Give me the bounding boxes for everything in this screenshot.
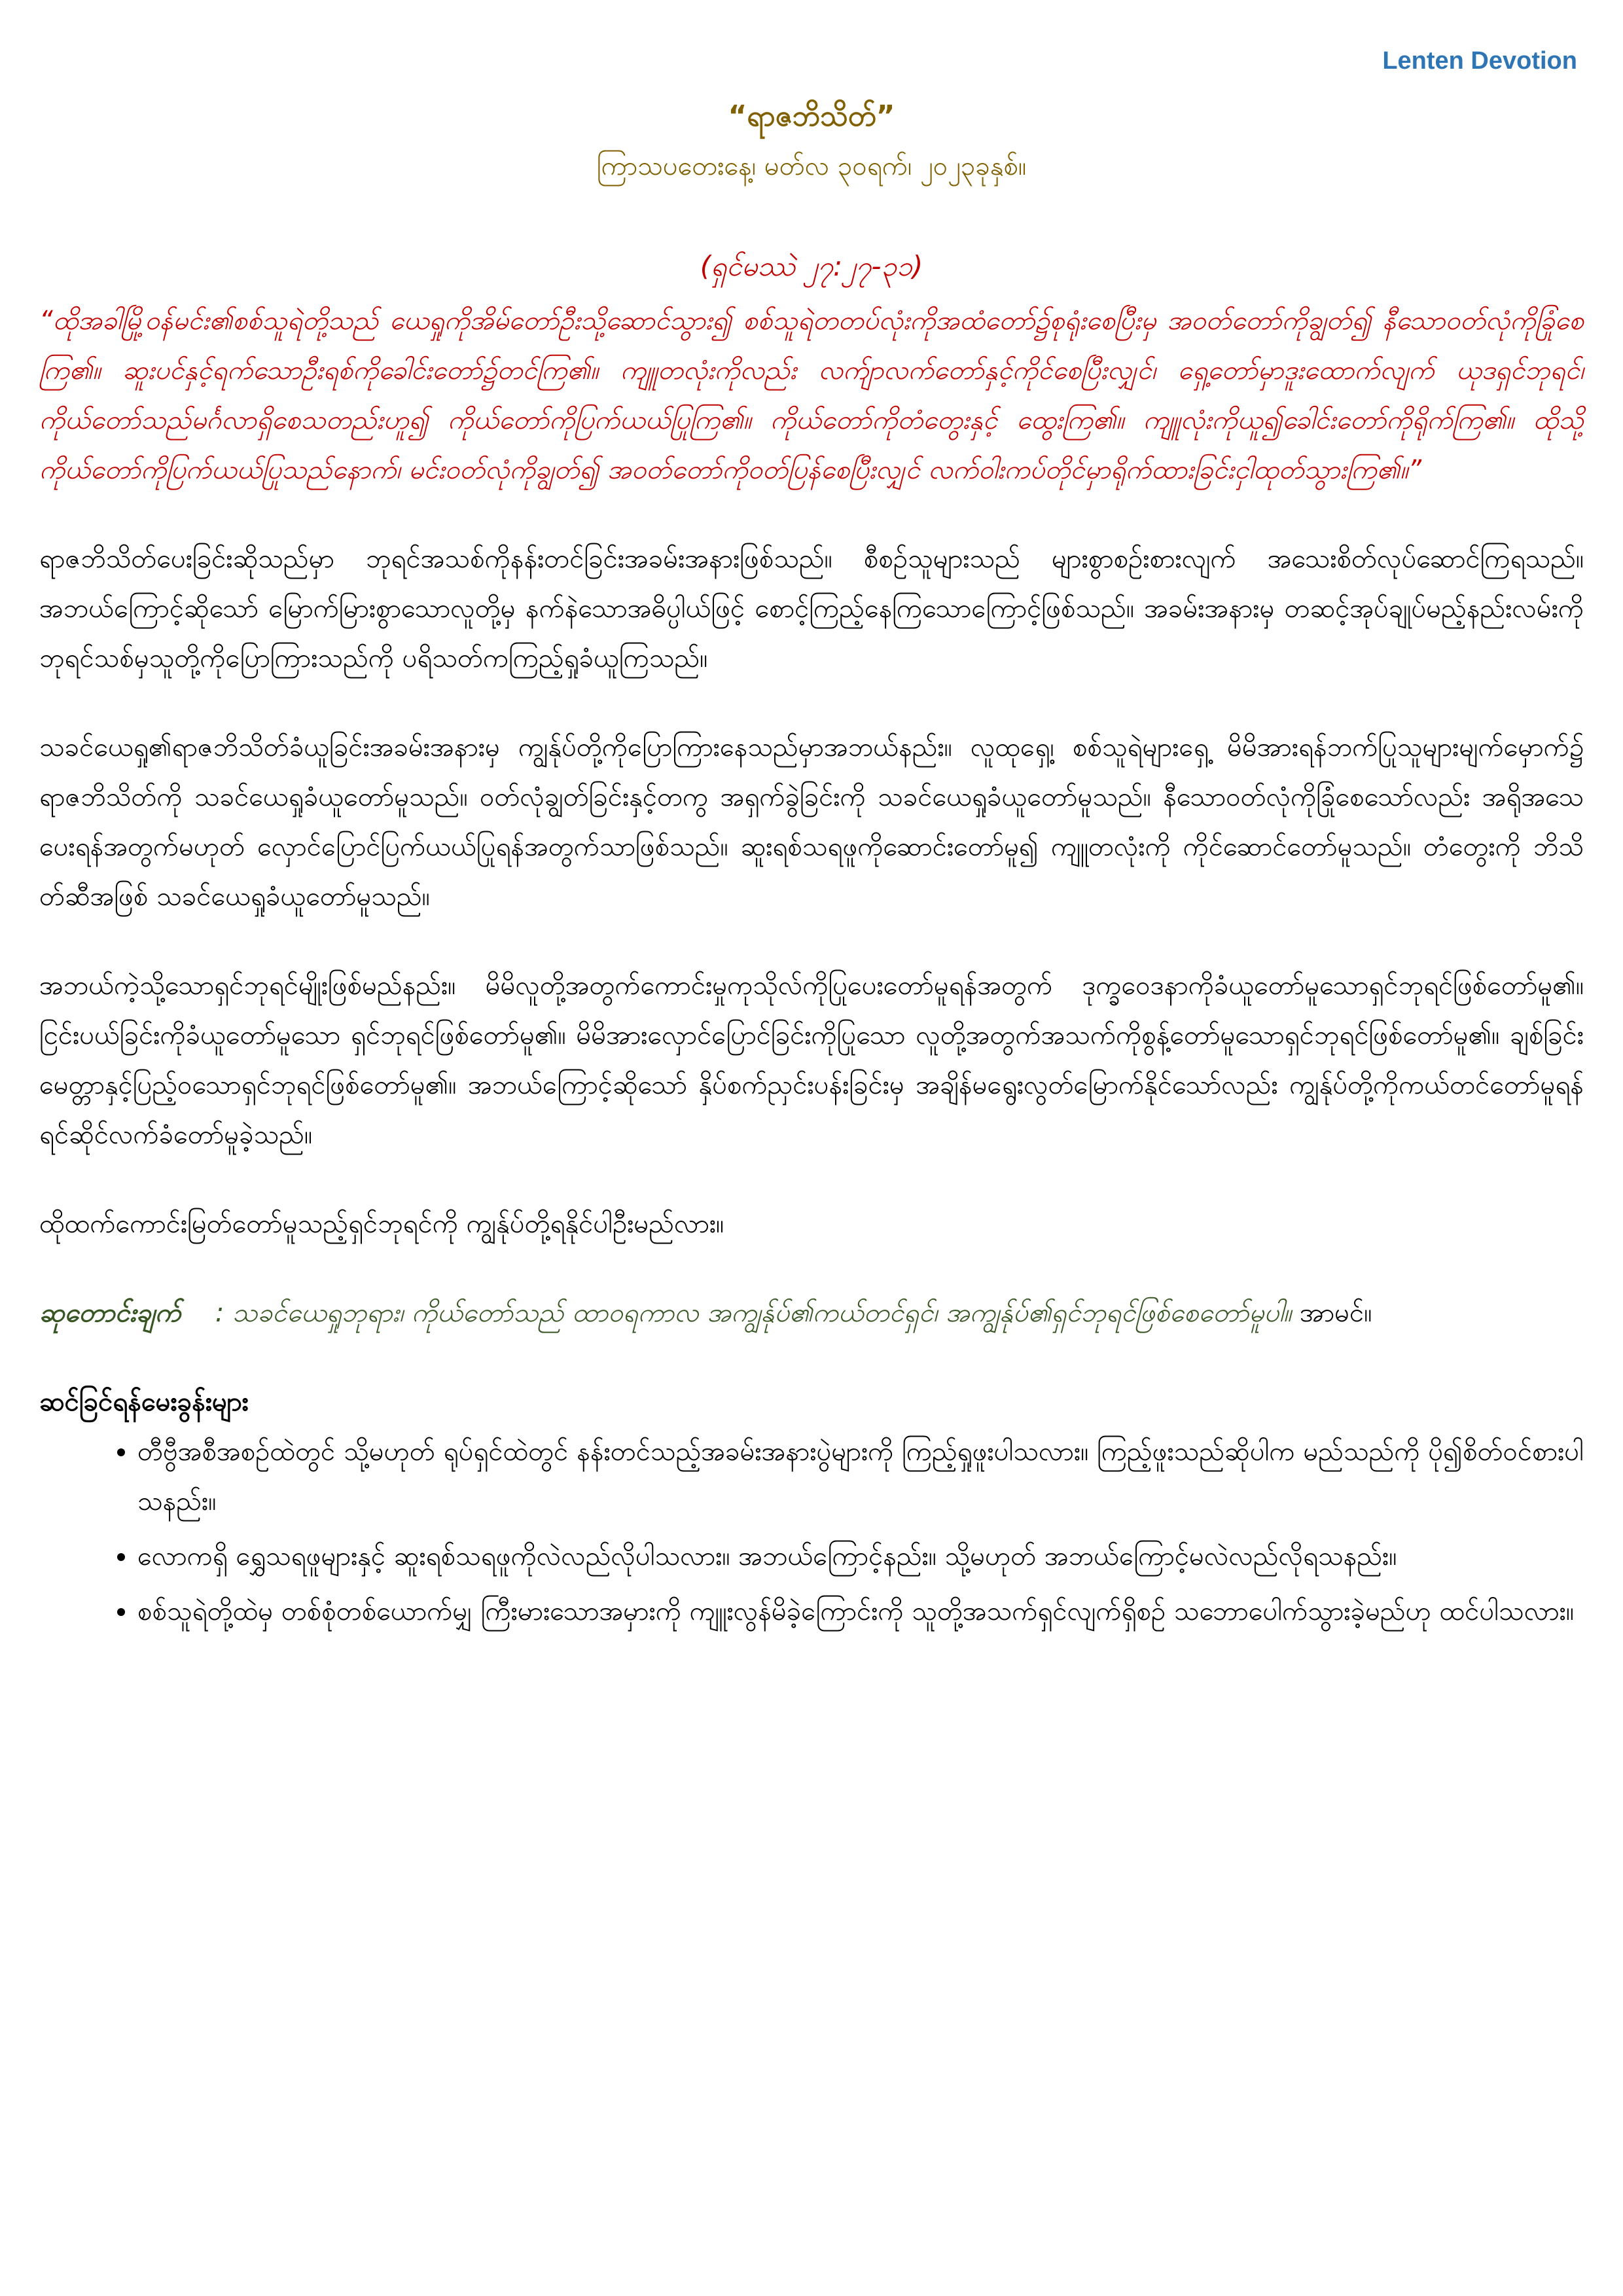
body-paragraph: အဘယ်ကဲ့သို့သောရှင်ဘုရင်မျိုးဖြစ်မည်နည်း။ မိမိလူတို့အတွက်ကောင်းမှုကုသိုလ်ကိုပြုပေးတော်မူရန်အတွက် ဒုက္ခဝေဒနာကိုခံယူတော်မူသောရှင်ဘုရင်ဖြစ်တော်မူ၏။ ငြင်းပယ်ခြင်းကိုခံယူတော်မူသော ရှင်ဘုရင်ဖြစ်တော်မူ၏။ မိမိအားလှောင်ပြောင်ခြင်းကိုပြုသော လူတို့အတွက်အသက်ကိုစွန့်တော်မူသောရှင်ဘုရင်ဖြစ်တော်မူ၏။ ချစ်ခြင်းမေတ္တာနှင့်ပြည့်ဝသောရှင်ဘုရင်ဖြစ်တော်မူ၏။ အဘယ်ကြောင့်ဆိုသော် နှိပ်စက်ညှင်းပန်းခြင်းမှ အချိန်မရွေးလွတ်မြောက်နိုင်သော်လည်း ကျွန်ုပ်တို့ကိုကယ်တင်တော်မူရန် ရင်ဆိုင်လက်ခံတော်မူခဲ့သည်။ (39, 971, 1584, 1150)
scripture-text: “ထိုအခါမြို့ဝန်မင်း၏စစ်သူရဲတို့သည် ယေရှုကိုအိမ်တော်ဦးသို့ဆောင်သွား၍ စစ်သူရဲတတပ်လုံးကိုအထံတော်၌စုရုံးစေပြီးမှ အဝတ်တော်ကိုချွတ်၍ နီသောဝတ်လုံကိုခြုံစေကြ၏။ ဆူးပင်နှင့်ရက်သောဦးရစ်ကိုခေါင်းတော်၌တင်ကြ၏။ ကျူတလုံးကိုလည်း လက်ျာလက်တော်နှင့်ကိုင်စေပြီးလျှင်၊ ရှေ့တော်မှာဒူးထောက်လျက် ယုဒရှင်ဘုရင်၊ ကိုယ်တော်သည်မင်္ဂလာရှိစေသတည်းဟူ၍ ကိုယ်တော်ကိုပြက်ယယ်ပြုကြ၏။ ကိုယ်တော်ကိုတံတွေးနှင့် ထွေးကြ၏။ ကျူလုံးကိုယူ၍ခေါင်းတော်ကိုရိုက်ကြ၏။ ထိုသို့ကိုယ်တော်ကိုပြက်ယယ်ပြုသည်နောက်၊ မင်းဝတ်လုံကိုချွတ်၍ အဝတ်တော်ကိုဝတ်ပြန်စေပြီးလျှင် လက်ဝါးကပ်တိုင်မှာရိုက်ထားခြင်းငှါထုတ်သွားကြ၏။” (39, 306, 1584, 485)
prayer (39, 1288, 1584, 1338)
questions-heading: ဆင်ခြင်ရန်မေးခွန်းများ (39, 1387, 249, 1417)
prayer-amen: အာမင်။ (1300, 1298, 1372, 1328)
body-paragraph: ရာဇဘိသိတ်ပေးခြင်းဆိုသည်မှာ ဘုရင်အသစ်ကိုနန်းတင်ခြင်းအခမ်းအနားဖြစ်သည်။ စီစဉ်သူများသည် များစွာစဉ်းစားလျက် အသေးစိတ်လုပ်ဆောင်ကြရသည်။ အဘယ်ကြောင့်ဆိုသော် မြောက်မြားစွာသောလူတို့မှ နက်နဲသောအဓိပ္ပါယ်ဖြင့် စောင့်ကြည့်နေကြသောကြောင့်ဖြစ်သည်။ အခမ်းအနားမှ တဆင့်အုပ်ချုပ်မည့်နည်းလမ်းကို ဘုရင်သစ်မှသူတို့ကိုပြောကြားသည်ကို ပရိသတ်ကကြည့်ရှုခံယူကြသည်။ (39, 544, 1584, 673)
devotion-date: ကြာသပတေးနေ့၊ မတ်လ ၃၀ရက်၊ ၂၀၂၃ခုနှစ်။ (596, 151, 1027, 181)
scripture-reference: (ရှင်မဿဲ ၂၇:၂၇-၃၁) (700, 250, 923, 282)
series-label: Lenten Devotion (1382, 47, 1577, 75)
question-item: • တီဗွီအစီအစဉ်ထဲတွင် သို့မဟုတ် ရုပ်ရှင်ထဲတွင် နန်းတင်သည့်အခမ်းအနားပွဲများကို ကြည့်ရှုဖူးပါသလား။ ကြည့်ဖူးသည်ဆိုပါက မည်သည်ကို ပို၍စိတ်ဝင်စားပါသနည်း။ (137, 1427, 1584, 1526)
devotion-content (39, 249, 1584, 1641)
body-paragraph: သခင်ယေရှု၏ရာဇဘိသိတ်ခံယူခြင်းအခမ်းအနားမှ ကျွန်ုပ်တို့ကိုပြောကြားနေသည်မှာအဘယ်နည်း။ လူထုရှေ့၊ စစ်သူရဲများရှေ့ မိမိအားရန်ဘက်ပြုသူများမျက်မှောက်၌ ရာဇဘိသိတ်ကို သခင်ယေရှုခံယူတော်မူသည်။ ဝတ်လုံချွတ်ခြင်းနှင့်တကွ အရှက်ခွဲခြင်းကို သခင်ယေရှုခံယူတော်မူသည်။ နီသောဝတ်လုံကိုခြုံစေသော်လည်း အရိုအသေပေးရန်အတွက်မဟုတ် လှောင်ပြောင်ပြက်ယယ်ပြုရန်အတွက်သာဖြစ်သည်။ ဆူးရစ်သရဖူကိုဆောင်းတော်မူ၍ ကျူတလုံးကို ကိုင်ဆောင်တော်မူသည်။ တံတွေးကို ဘိသိတ်ဆီအဖြစ် သခင်ယေရှုခံယူတော်မူသည်။ (39, 732, 1584, 912)
prayer-text: : သခင်ယေရှုဘုရား၊ ကိုယ်တော်သည် ထာဝရကာလ အကျွန်ုပ်၏ကယ်တင်ရှင်၊ အကျွန်ုပ်၏ရှင်ဘုရင်ဖြစ်စေတော်မူပါ။ (215, 1298, 1292, 1328)
question-item: • လောကရှိ ရွှေသရဖူများနှင့် ဆူးရစ်သရဖူကိုလဲလည်လိုပါသလား။ အဘယ်ကြောင့်နည်း။ သို့မဟုတ် အဘယ်ကြောင့်မလဲလည်လိုရသနည်း။ (137, 1532, 1584, 1581)
devotion-title: “ရာဇဘိသိတ်” (728, 99, 895, 133)
question-item: • စစ်သူရဲတို့ထဲမှ တစ်စုံတစ်ယောက်မျှ ကြီးမားသောအမှားကို ကျူးလွန်မိခဲ့ကြောင်းကို သူတို့အသက်ရှင်လျက်ရှိစဉ် သဘောပေါက်သွားခဲ့မည်ဟု ထင်ပါသလား။ (137, 1587, 1584, 1636)
prayer-label: ဆုတောင်းချက် (39, 1298, 181, 1328)
body-paragraph: ထိုထက်ကောင်းမြတ်တော်မူသည့်ရှင်ဘုရင်ကို ကျွန်ုပ်တို့ရနိုင်ပါဦးမည်လား။ (39, 1209, 724, 1239)
questions-list (39, 1427, 1584, 1636)
